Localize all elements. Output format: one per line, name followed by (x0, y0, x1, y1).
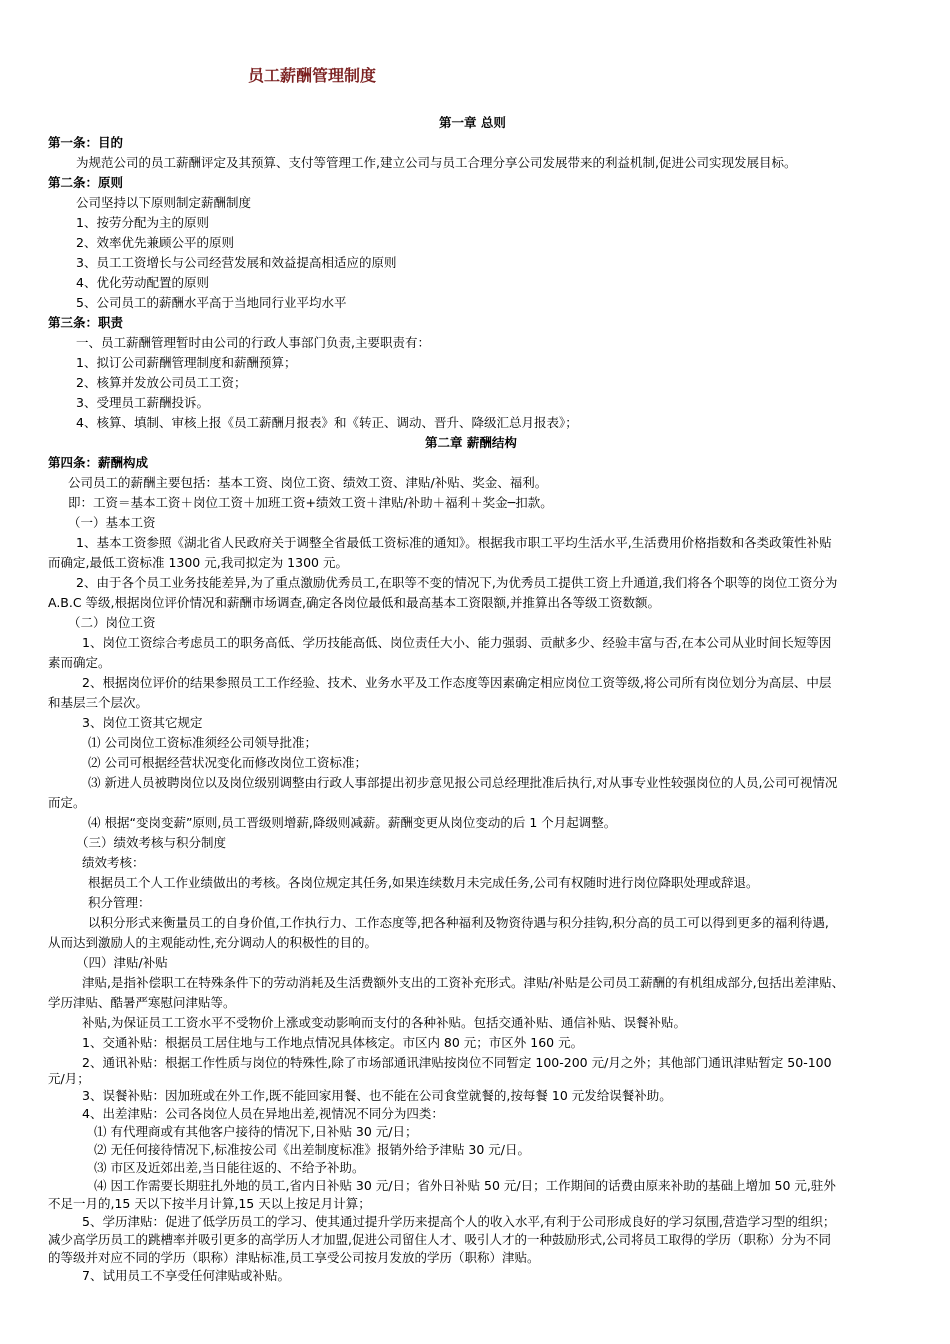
article-heading: 第一条：目的 (48, 135, 124, 150)
paragraph-line: 一、员工薪酬管理暂时由公司的行政人事部门负责,主要职责有： (76, 335, 430, 350)
list-item: 4、出差津贴：公司各岗位人员在异地出差,视情况不同分为四类： (82, 1106, 444, 1121)
list-item: 1、按劳分配为主的原则 (76, 215, 209, 230)
chapter-heading: 第二章 薪酬结构 (425, 435, 517, 450)
paragraph-line: 减少高学历员工的跳槽率并吸引更多的高学历人才加盟,促进公司留住人才、吸引人才的一种鼓励形式,公司将员工取得的学历（职称）分为不同 (48, 1232, 831, 1247)
paragraph-line: 和基层三个层次。 (48, 695, 149, 710)
paragraph-line: 元/月； (48, 1071, 90, 1086)
list-item: 5、学历津贴：促进了低学历员工的学习、使其通过提升学历来提高个人的收入水平,有利于公司形成良好的学习氛围,营造学习型的组织； (82, 1214, 836, 1229)
paragraph-line: 2、由于各个员工业务技能差异,为了重点激励优秀员工,在职等不变的情况下,为优秀员工提供工资上升通道,我们将各个职等的岗位工资分为 (76, 575, 838, 590)
list-item: 7、试用员工不享受任何津贴或补贴。 (82, 1268, 290, 1283)
section-heading: （四）津贴/补贴 (76, 955, 168, 970)
section-heading: （二）岗位工资 (68, 615, 156, 630)
paragraph-line: 学历津贴、酷暑严寒慰问津贴等。 (48, 995, 236, 1010)
list-item: 1、交通补贴：根据员工居住地与工作地点情况具体核定。市区内 80 元；市区外 160 元。 (82, 1035, 584, 1050)
paragraph-line: 而定。 (48, 795, 86, 810)
list-item: 4、优化劳动配置的原则 (76, 275, 209, 290)
list-item: 3、误餐补贴：因加班或在外工作,既不能回家用餐、也不能在公司食堂就餐的,按每餐 10 元发给误餐补助。 (82, 1088, 672, 1103)
list-item: ⑷ 因工作需要长期驻扎外地的员工,省内日补贴 30 元/日；省外日补贴 50 元/日；工作期间的话费由原来补助的基础上增加 50 元,驻外 (94, 1178, 836, 1193)
section-heading: （三）绩效考核与积分制度 (76, 835, 227, 850)
chapter-heading: 第一章 总则 (439, 115, 506, 130)
paragraph-line: 2、根据岗位评价的结果参照员工工作经验、技术、业务水平及工作态度等因素确定相应岗位工资等级,将公司所有岗位划分为高层、中层 (82, 675, 832, 690)
list-item: ⑴ 有代理商或有其他客户接待的情况下,日补贴 30 元/日； (94, 1124, 418, 1139)
list-item: 2、效率优先兼顾公平的原则 (76, 235, 234, 250)
paragraph-line: 而确定,最低工资标准 1300 元,我司拟定为 1300 元。 (48, 555, 348, 570)
paragraph-line: 以积分形式来衡量员工的自身价值,工作执行力、工作态度等,把各种福利及物资待遇与积分挂钩,积分高的员工可以得到更多的福利待遇, (88, 915, 829, 930)
paragraph-line: 为规范公司的员工薪酬评定及其预算、支付等管理工作,建立公司与员工合理分享公司发展带来的利益机制,促进公司实现发展目标。 (76, 155, 797, 170)
paragraph-line: 绩效考核： (82, 855, 145, 870)
paragraph-line: 根据员工个人工作业绩做出的考核。各岗位规定其任务,如果连续数月未完成任务,公司有权随时进行岗位降职处理或辞退。 (88, 875, 759, 890)
list-item: 3、受理员工薪酬投诉。 (76, 395, 209, 410)
article-heading: 第四条：薪酬构成 (48, 455, 149, 470)
article-heading: 第三条：职责 (48, 315, 124, 330)
paragraph-line: 公司员工的薪酬主要包括：基本工资、岗位工资、绩效工资、津贴/补贴、奖金、福利。 (68, 475, 548, 490)
list-item: ⑶ 新进人员被聘岗位以及岗位级别调整由行政人事部提出初步意见报公司总经理批准后执行,对从事专业性较强岗位的人员,公司可视情况 (88, 775, 838, 790)
list-item: ⑶ 市区及近郊出差,当日能往返的、不给予补助。 (94, 1160, 365, 1175)
paragraph-line: 即：工资＝基本工资＋岗位工资＋加班工资+绩效工资＋津贴/补助＋福利＋奖金─扣款。 (68, 495, 553, 510)
list-item: ⑷ 根据“变岗变薪”原则,员工晋级则增薪,降级则减薪。薪酬变更从岗位变动的后 1 个月起调整。 (88, 815, 617, 830)
paragraph-line: 公司坚持以下原则制定薪酬制度 (76, 195, 252, 210)
paragraph-line: 3、岗位工资其它规定 (82, 715, 203, 730)
list-item: 2、通讯补贴：根据工作性质与岗位的特殊性,除了市场部通讯津贴按岗位不同暂定 100-200 元/月之外；其他部门通讯津贴暂定 50-100 (82, 1055, 832, 1070)
paragraph-line: A.B.C 等级,根据岗位评价情况和薪酬市场调查,确定各岗位最低和最高基本工资限额,并推算出各等级工资数额。 (48, 595, 660, 610)
list-item: 2、核算并发放公司员工工资； (76, 375, 247, 390)
list-item: ⑵ 公司可根据经营状况变化而修改岗位工资标准； (88, 755, 367, 770)
list-item: 4、核算、填制、审核上报《员工薪酬月报表》和《转正、调动、晋升、降级汇总月报表》； (76, 415, 578, 430)
section-heading: （一）基本工资 (68, 515, 156, 530)
list-item: 1、拟订公司薪酬管理制度和薪酬预算； (76, 355, 297, 370)
list-item: 5、公司员工的薪酬水平高于当地同行业平均水平 (76, 295, 347, 310)
list-item: ⑵ 无任何接待情况下,标准按公司《出差制度标准》报销外给予津贴 30 元/日。 (94, 1142, 531, 1157)
document-title: 员工薪酬管理制度 (248, 66, 377, 85)
paragraph-line: 素而确定。 (48, 655, 111, 670)
list-item: ⑴ 公司岗位工资标准须经公司领导批准； (88, 735, 317, 750)
paragraph-line: 补贴,为保证员工工资水平不受物价上涨或变动影响而支付的各种补贴。包括交通补贴、通信补贴、误餐补贴。 (82, 1015, 686, 1030)
paragraph-line: 从而达到激励人的主观能动性,充分调动人的积极性的目的。 (48, 935, 377, 950)
article-heading: 第二条：原则 (48, 175, 124, 190)
paragraph-line: 不足一月的,15 天以下按半月计算,15 天以上按足月计算； (48, 1196, 371, 1211)
paragraph-line: 积分管理： (88, 895, 151, 910)
paragraph-line: 1、岗位工资综合考虑员工的职务高低、学历技能高低、岗位责任大小、能力强弱、贡献多少、经验丰富与否,在本公司从业时间长短等因 (82, 635, 832, 650)
paragraph-line: 1、基本工资参照《湖北省人民政府关于调整全省最低工资标准的通知》。根据我市职工平均生活水平,生活费用价格指数和各类政策性补贴 (76, 535, 832, 550)
paragraph-line: 的等级并对应不同的学历（职称）津贴标准,员工享受公司按月发放的学历（职称）津贴。 (48, 1250, 540, 1265)
paragraph-line: 津贴,是指补偿职工在特殊条件下的劳动消耗及生活费额外支出的工资补充形式。津贴/补贴是公司员工薪酬的有机组成部分,包括出差津贴、 (82, 975, 845, 990)
list-item: 3、员工工资增长与公司经营发展和效益提高相适应的原则 (76, 255, 397, 270)
